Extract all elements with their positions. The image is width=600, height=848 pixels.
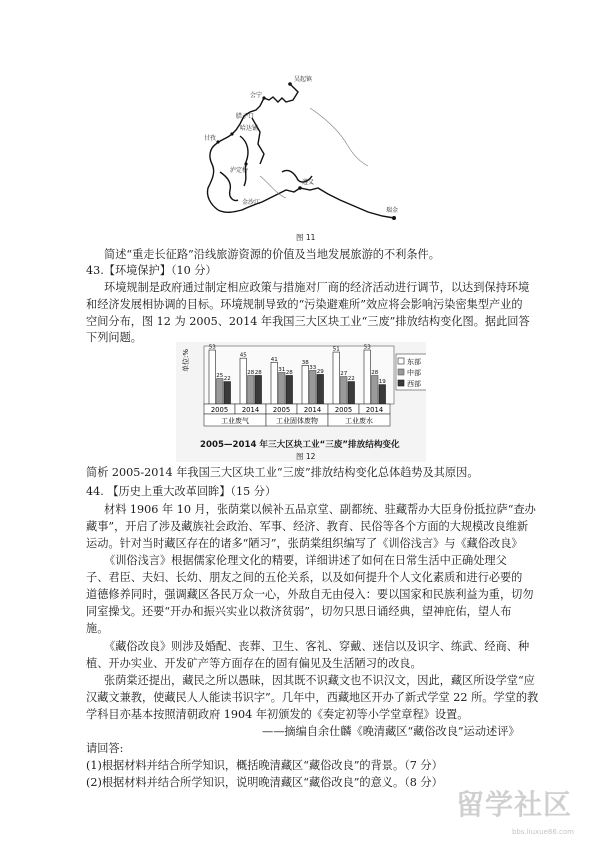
map-label: 会宁: [250, 92, 263, 99]
q44-question-1: (1)根据材料并结合所学知识，概括晚清藏区“藏俗改良”的背景。（7 分）: [86, 759, 443, 772]
map-point-ganzi: [216, 140, 219, 143]
q44-title: 44. 【历史上重大改革回眸】（15 分）: [86, 485, 277, 498]
chart-bar: [379, 385, 386, 404]
q44-para-line: 学科目亦基本按照清朝政府 1904 年初颁发的《奏定初等小学堂章程》设置。: [86, 708, 469, 721]
q44-para-line: 植、开办实业、开发矿产等方面存在的固有偏见及生活陋习的改良。: [86, 657, 422, 670]
chart-data-label: 28: [247, 369, 255, 376]
chart-bar: [279, 372, 286, 404]
chart-group-label: 工业废水: [345, 417, 373, 425]
map-caption: 图 11: [296, 233, 316, 242]
chart-bar: [348, 382, 355, 404]
chart-legend-swatch: [398, 380, 404, 386]
chart-legend-label: 东部: [407, 358, 421, 366]
chart-bar: [255, 375, 262, 404]
chart-data-label: 38: [301, 359, 309, 366]
map-label: 泸定桥: [230, 167, 249, 174]
chart-data-label: 31: [278, 366, 286, 373]
map-point-ruijin: [392, 216, 396, 220]
chart-x-tick-label: 2005: [334, 405, 353, 414]
map-point-huining: [262, 96, 265, 99]
chart-x-tick-label: 2014: [365, 405, 384, 414]
q42-question: 简述“重走长征路”沿线旅游资源的价值及当地发展旅游的不利条件。: [104, 248, 440, 261]
q43-para-line: 下列问题。: [86, 331, 142, 344]
chart-data-label: 22: [223, 376, 231, 383]
chart-data-label: 19: [378, 379, 386, 386]
chart-data-label: 25: [216, 373, 224, 380]
q44-para-line: 同室操戈。还要“开办和振兴实业以救济贫弱”，切勿只思日诵经典，望神庇佑，望人布: [86, 605, 512, 618]
route-branch-4: [220, 172, 238, 201]
q43-question: 简析 2005-2014 年我国三大区块工业“三废”排放结构变化总体趋势及其原因。: [86, 466, 479, 479]
q44-source: ——摘编自余仕麟《晚清藏区“藏俗改良”运动述评》: [262, 725, 520, 738]
chart-bar: [333, 352, 340, 404]
route-west: [207, 134, 232, 210]
map-label: 甘孜: [204, 135, 217, 142]
q44-para-line: 施。: [86, 622, 109, 635]
map-label: 腊子口: [236, 113, 255, 120]
route-east: [278, 188, 394, 218]
chart-ylabel: 单位:%: [182, 348, 190, 372]
q43-para-line: 环境规制是政府通过制定相应政策与措施对厂商的经济活动进行调节，以达到保持环境: [104, 281, 530, 294]
chart-data-label: 51: [332, 346, 340, 353]
chart-caption: 图 12: [296, 452, 316, 461]
q44-para-line: 张荫棠还提出，藏民之所以愚昧，因其既不识藏文也不识汉文，因此，藏区所设学堂“应: [104, 674, 535, 687]
chart-bar: [209, 350, 216, 404]
chart-x-tick-label: 2014: [241, 405, 260, 414]
chart-bar: [317, 374, 324, 404]
map-label: 遵义: [302, 179, 315, 186]
q44-question-2: (2)根据材料并结合所学知识，说明晚清藏区“藏俗改良”的意义。（8 分）: [86, 776, 443, 789]
q44-para-line: 《藏俗改良》则涉及婚配、丧葬、卫生、客礼、穿戴、迷信以及识字、练武、经商、种: [104, 640, 530, 653]
map-label: 瑞金: [386, 207, 399, 214]
q44-para-line: 子、君臣、夫妇、长幼、朋友之间的五伦关系，以及如何提升个人文化素质和进行必要的: [86, 571, 523, 584]
chart-data-label: 28: [254, 369, 262, 376]
q44-para-line: 汉藏文兼教，使藏民人人能读书识字”。几年中，西藏地区开办了新式学堂 22 所。学堂的教: [86, 691, 539, 704]
river-line-2: [260, 176, 286, 198]
chart-bar: [310, 370, 317, 404]
q44-para-line: 道德修养同时，强调藏区各民万众一心，外敌自无由侵入：要以国家和民族利益为重，切勿: [86, 588, 534, 601]
map-label: 哈达铺: [240, 125, 259, 132]
chart-data-label: 53: [363, 344, 371, 351]
emission-structure-chart: [176, 342, 426, 438]
chart-data-label: 33: [309, 364, 317, 371]
chart-bar: [364, 350, 371, 404]
chart-data-label: 28: [285, 369, 293, 376]
chart-bar: [224, 382, 231, 404]
q44-para-line: 运动。针对当时藏区存在的诸多“陋习”，张荫棠组织编写了《训俗浅言》与《藏俗改良》: [86, 537, 523, 550]
chart-legend-swatch: [398, 369, 404, 375]
chart-data-label: 29: [316, 368, 324, 375]
map-point-zunyi: [298, 186, 302, 190]
chart-bar: [240, 358, 247, 404]
chart-group-label: 工业固体废物: [276, 417, 318, 425]
q43-title: 43.【环境保护】（10 分）: [86, 264, 217, 277]
chart-bar: [372, 375, 379, 404]
chart-data-label: 41: [270, 356, 278, 363]
chart-legend-swatch: [398, 358, 404, 364]
chart-group-label: 工业废气: [221, 417, 249, 425]
map-point-wuqi: [288, 82, 292, 86]
q43-para-line: 和经济发展相协调的目标。环境规制导致的“污染避难所”效应将会影响污染密集型产业的: [86, 298, 523, 311]
chart-title: 2005—2014 年三大区块工业“三废”排放结构变化: [200, 440, 400, 450]
q44-para-line: 《训俗浅言》根据儒家伦理文化的精要，详细讲述了如何在日常生活中正确处理父: [104, 554, 507, 567]
chart-legend-label: 西部: [407, 380, 421, 388]
q44-para-line: 藏事”，开启了涉及藏族社会政治、军事、经济、教育、民俗等各个方面的大规模改良维新: [86, 520, 529, 533]
chart-x-tick-label: 2014: [303, 405, 322, 414]
route-north: [264, 84, 298, 102]
map-label: 金沙江: [242, 199, 261, 206]
q44-ask: 请回答:: [86, 742, 124, 755]
chart-data-label: 28: [371, 369, 379, 376]
chart-data-label: 45: [239, 352, 247, 359]
chart-bar: [286, 375, 293, 404]
chart-bar: [271, 362, 278, 404]
chart-bar: [302, 365, 309, 404]
chart-data-label: 27: [340, 371, 348, 378]
watermark-url: bbs.liuxue86.com: [511, 828, 574, 836]
chart-legend-label: 中部: [407, 369, 421, 377]
map-point-luding: [244, 162, 247, 165]
map-point-lazikou: [230, 132, 233, 135]
chart-bar: [248, 375, 255, 404]
watermark-text: 留学社区: [455, 788, 572, 821]
chart-x-tick-label: 2005: [272, 405, 291, 414]
chart-x-tick-label: 2005: [210, 405, 229, 414]
q44-para-line: 材料 1906 年 10 月，张荫棠以候补五品京堂、副都统、驻藏帮办大臣身份抵拉萨“查办: [104, 503, 536, 516]
chart-data-label: 53: [208, 344, 216, 351]
chart-bar: [217, 379, 224, 404]
chart-data-label: 22: [347, 376, 355, 383]
river-line: [310, 108, 368, 166]
route-branch-1: [240, 136, 248, 186]
map-label: 吴起镇: [294, 76, 313, 83]
long-march-route-map: [190, 72, 420, 237]
q43-para-line: 空间分布，图 12 为 2005、2014 年我国三大区块工业“三废”排放结构变化图。据此回答: [86, 315, 530, 328]
chart-bar: [341, 377, 348, 404]
